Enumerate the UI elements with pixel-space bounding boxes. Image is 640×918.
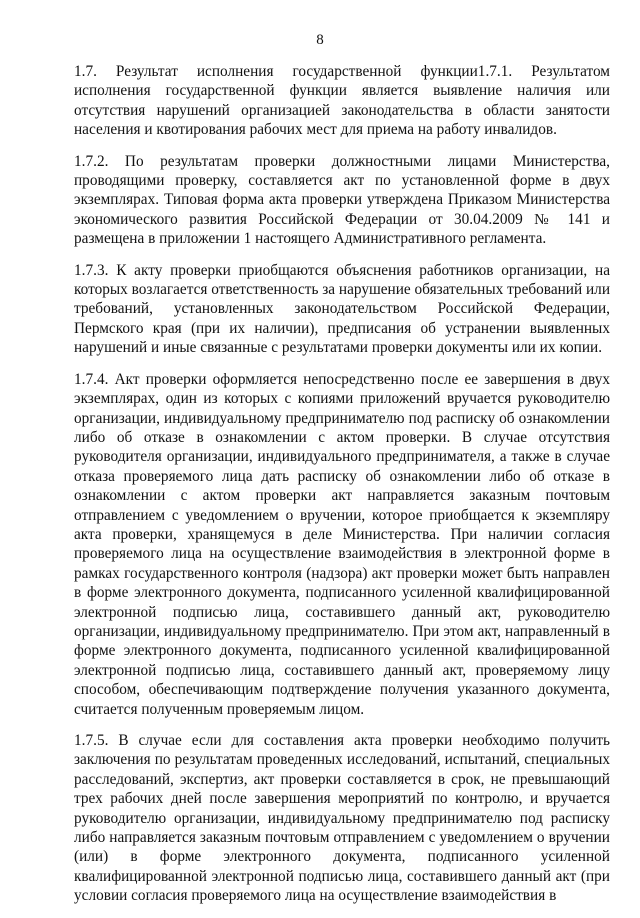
paragraph-1-7-5: 1.7.5. В случае если для составления акта проверки необходимо получить заключения по результатам проведенных исследований, испытаний, специальных расследований, экспертиз, акт проверки составляется в срок, не превышающий трех рабочих дней после завершения мероприятий по контролю, и вручается руководителю организации, индивидуальному предпринимателю под расписку либо направляется заказным почтовым отправлением с уведомлением о вручении (или) в форме электронного документа, подписанного усиленной квалифицированной электронной подписью лица, составившего данный акт (при условии согласия проверяемого лица на осуществление взаимодействия в: [74, 732, 610, 905]
paragraph-1-7: 1.7. Результат исполнения государственной функции1.7.1. Результатом исполнения государственной функции является выявление наличия или отсутствия нарушений организацией законодательства в области занятости населения и квотирования рабочих мест для приема на работу инвалидов.: [74, 63, 610, 139]
paragraph-1-7-4: 1.7.4. Акт проверки оформляется непосредственно после ее завершения в двух экземплярах, один из которых с копиями приложений вручается руководителю организации, индивидуальному предпринимателю под расписку об ознакомлении либо об отказе в ознакомлении с актом проверки. В случае отсутствия руководителя организации, индивидуального предпринимателя, а также в случае отказа проверяемого лица дать расписку об ознакомлении либо об отказе в ознакомлении с актом проверки акт направляется заказным почтовым отправлением с уведомлением о вручении, которое приобщается к экземпляру акта проверки, хранящемуся в деле Министерства. При наличии согласия проверяемого лица на осуществление взаимодействия в электронной форме в рамках государственного контроля (надзора) акт проверки может быть направлен в форме электронного документа, подписанного усиленной квалифицированной электронной подписью лица, составившего данный акт, руководителю организации, индивидуальному предпринимателю. При этом акт, направленный в форме электронного документа, подписанного усиленной квалифицированной электронной подписью лица, составившего данный акт, проверяемому лицу способом, обеспечивающим подтверждение получения указанного документа, считается полученным проверяемым лицом.: [74, 370, 610, 718]
document-body: [74, 62, 610, 918]
page-number: 8: [316, 32, 324, 48]
paragraph-1-7-3: 1.7.3. К акту проверки приобщаются объяснения работников организации, на которых возлагается ответственность за нарушение обязательных требований или требований, установленных законодательством Российской Федерации, Пермского края (при их наличии), предписания об устранении выявленных нарушений и иные связанные с результатами проверки документы или их копии.: [74, 261, 611, 357]
paragraph-1-7-2: 1.7.2. По результатам проверки должностными лицами Министерства, проводящими проверку, составляется акт по установленной форме в двух экземплярах. Типовая форма акта проверки утверждена Приказом Министерства экономического развития Российской Федерации от 30.04.2009 № 141 и размещена в приложении 1 настоящего Административного регламента.: [74, 152, 610, 248]
